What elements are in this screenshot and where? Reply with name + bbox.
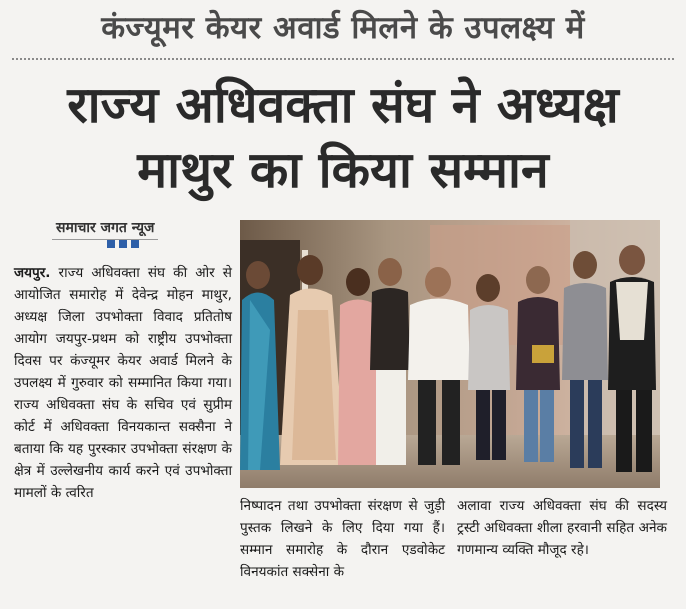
column-2-text: निष्पादन तथा उपभोक्ता संरक्षण से जुड़ी पुस्तक लिखने के लिए दिया गया हैं। सम्मान समारोह के दौरान एडवोकेट विनयकांत सक्सेना के — [240, 498, 445, 580]
square-icon — [119, 240, 127, 248]
byline-squares — [107, 240, 139, 248]
dateline: जयपुर. — [14, 265, 51, 281]
headline-line-2: माथुर का किया सम्मान — [137, 141, 549, 199]
headline-line-1: राज्य अधिवक्ता संघ ने अध्यक्ष — [67, 76, 619, 134]
kicker-headline: कंज्यूमर केयर अवार्ड मिलने के उपलक्ष्य में — [101, 10, 585, 46]
article-column-3 — [457, 495, 667, 561]
article-column-2 — [240, 495, 445, 583]
column-1-text: राज्य अधिवक्ता संघ की ओर से आयोजित समारोह में देवेन्द्र मोहन माथुर, अध्यक्ष जिला उपभोक्ता विवाद प्रतितोष आयोग जयपुर-प्रथम को राष्ट्रीय उपभोक्ता दिवस पर कंज्यूमर केयर अवार्ड मिलने के उपलक्ष्य में गुरुवार को सम्मानित किया गया। राज्य अधिवक्ता संघ के सचिव एवं सुप्रीम कोर्ट में अधिवक्ता विनयकान्त सक्सैना ने बताया कि यह पुरस्कार उपभोक्ता संरक्षण के क्षेत्र में उल्लेखनीय कार्य करने एवं उपभोक्ता मामलों के त्वरित — [14, 265, 232, 501]
photo-illustration — [240, 220, 660, 488]
square-icon — [107, 240, 115, 248]
article-column-1 — [14, 262, 232, 504]
column-3-text: अलावा राज्य अधिवक्ता संघ की सदस्य ट्रस्टी अधिवक्ता शीला हरवानी सहित अनेक गणमान्य व्यक्ति मौजूद रहे। — [457, 498, 667, 558]
square-icon — [131, 240, 139, 248]
byline: समाचार जगत न्यूज — [52, 218, 158, 240]
event-photo — [240, 220, 660, 488]
divider-top — [12, 58, 674, 60]
